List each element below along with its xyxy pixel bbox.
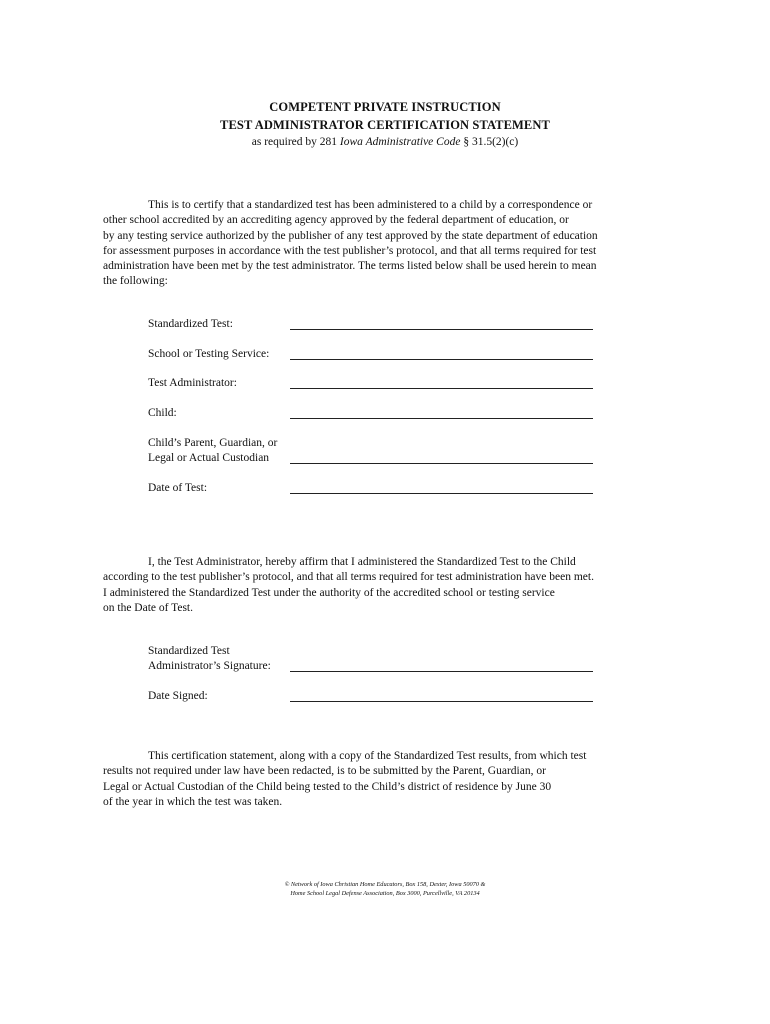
footer-credits [0,880,770,898]
date-signed-blank[interactable] [290,701,593,702]
intro-line: the following: [103,275,168,288]
document-title-line2: TEST ADMINISTRATOR CERTIFICATION STATEMENT [220,118,550,132]
intro-line: This is to certify that a standardized test has been administered to a child by a correspondence or [148,199,593,211]
document-subtitle [0,136,770,148]
standardized-test-label: Standardized Test: [148,318,233,330]
school-or-testing-service-blank[interactable] [290,359,593,360]
closing-line: Legal or Actual Custodian of the Child being tested to the Child’s district of residence by June 30 [103,780,552,793]
signature-label-line1: Standardized Test [148,645,230,657]
affirmation-line: on the Date of Test. [103,601,194,614]
parent-label-line1: Child’s Parent, Guardian, or [148,437,278,449]
intro-line: other school accredited by an accrediting agency approved by the federal department of education, or [103,214,569,227]
intro-paragraph [103,198,651,290]
intro-line: by any testing service authorized by the publisher of any test approved by the state department of education [103,229,598,242]
subtitle-prefix: as required by 281 [251,136,340,148]
test-administrator-blank[interactable] [290,388,593,389]
date-signed-label: Date Signed: [148,690,208,702]
date-of-test-label: Date of Test: [148,482,208,494]
child-blank[interactable] [290,418,593,419]
affirmation-line: according to the test publisher’s protocol, and that all terms required for test administration have been met. [103,571,594,584]
closing-line: of the year in which the test was taken. [103,795,283,808]
footer-line1: © Network of Iowa Christian Home Educators, Box 158, Dexter, Iowa 50070 & [284,881,486,888]
affirmation-paragraph [103,555,651,616]
standardized-test-blank[interactable] [290,329,593,330]
footer-line2: Home School Legal Defense Association, Box 3000, Purcellville, VA 20134 [290,890,480,897]
signature-label-line2: Administrator’s Signature: [148,660,271,672]
affirmation-line: I, the Test Administrator, hereby affirm that I administered the Standardized Test to the Child [148,556,576,568]
date-of-test-blank[interactable] [290,493,593,494]
document-title-line1: COMPETENT PRIVATE INSTRUCTION [269,100,501,114]
subtitle-section: § 31.5(2)(c) [460,136,519,148]
affirmation-line: I administered the Standardized Test under the authority of the accredited school or testing service [103,586,555,599]
parent-guardian-blank[interactable] [290,463,593,464]
closing-paragraph [103,749,651,810]
closing-line: This certification statement, along with a copy of the Standardized Test results, from which test [148,750,587,762]
child-label: Child: [148,407,177,419]
closing-line: results not required under law have been redacted, is to be submitted by the Parent, Guardian, or [103,765,546,778]
signature-blank[interactable] [290,671,593,672]
test-administrator-label: Test Administrator: [148,377,237,389]
parent-label-line2: Legal or Actual Custodian [148,452,270,464]
intro-line: administration have been met by the test administrator. The terms listed below shall be used herein to mean [103,260,597,273]
subtitle-code-name: Iowa Administrative Code [339,136,461,148]
intro-line: for assessment purposes in accordance with the test publisher’s protocol, and that all terms required for test [103,244,597,257]
school-or-testing-service-label: School or Testing Service: [148,348,270,360]
